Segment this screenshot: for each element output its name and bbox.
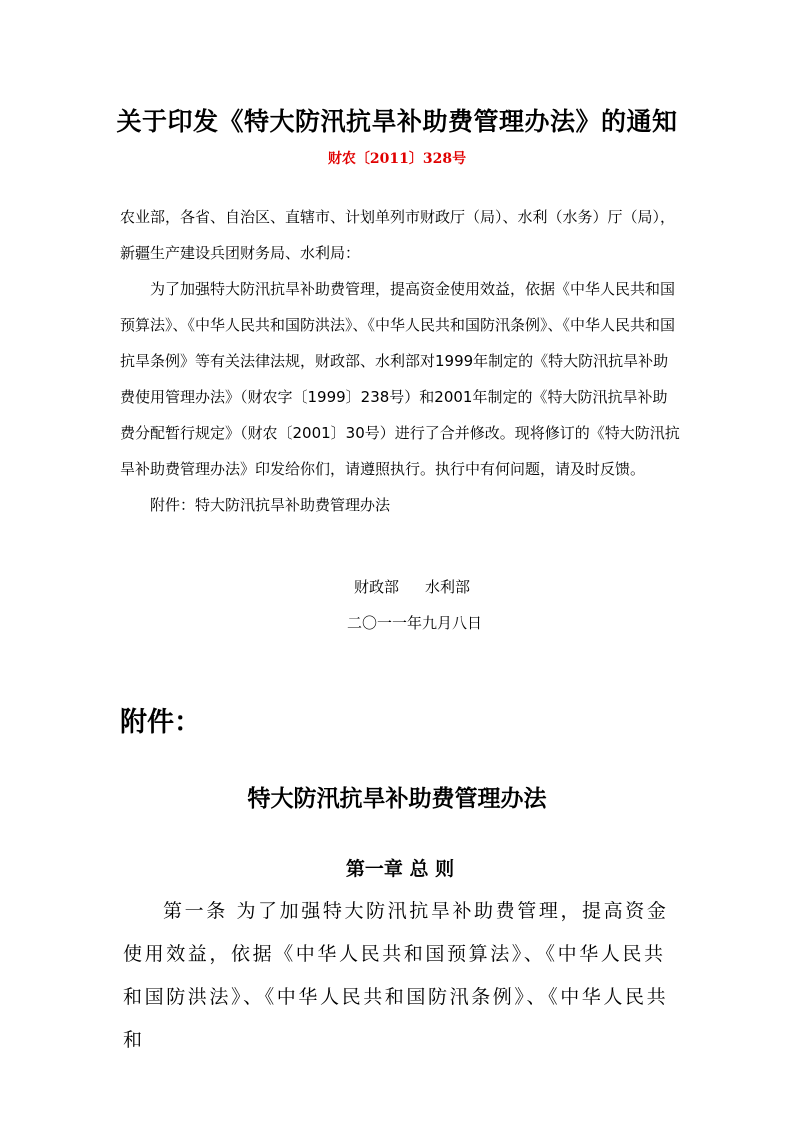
signatories xyxy=(0,576,794,597)
notice-body xyxy=(120,199,680,523)
signatory-finance: 财政部 xyxy=(353,578,399,596)
article-1: 第一条 为了加强特大防汛抗旱补助费管理，提高资金使用效益，依据《中华人民共和国预算法》、《中华人民共和国防洪法》、《中华人民共和国防汛条例》、《中华人民共和 xyxy=(123,900,669,1051)
attachment-note: 附件：特大防汛抗旱补助费管理办法 xyxy=(150,496,391,514)
chapter-title: 第一章 总 则 xyxy=(345,858,455,880)
addressees: 农业部，各省、自治区、直辖市、计划单列市财政厅（局）、水利（水务）厅（局），新疆生产建设兵团财务局、水利局： xyxy=(120,208,676,262)
attachment-title: 特大防汛抗旱补助费管理办法 xyxy=(247,785,547,812)
attachment-heading: 附件： xyxy=(120,707,201,738)
issue-date: 二〇一一年九月八日 xyxy=(346,614,482,632)
body-paragraph: 为了加强特大防汛抗旱补助费管理，提高资金使用效益，依据《中华人民共和国预算法》、《中华人民共和国防洪法》、《中华人民共和国防汛条例》、《中华人民共和国抗旱条例》等有关法律法规，财政部、水利部对1999年制定的《特大防汛抗旱补助费使用管理办法》（财农字〔1999〕238号）和2001年制定的《特大防汛抗旱补助费分配暂行规定》（财农〔2001〕30号）进行了合并修改。现将修订的《特大防汛抗旱补助费管理办法》印发给你们，请遵照执行。执行中有何问题，请及时反馈。 xyxy=(120,280,680,478)
document-number: 财农〔2011〕328号 xyxy=(327,151,467,167)
notice-title: 关于印发《特大防汛抗旱补助费管理办法》的通知 xyxy=(116,107,678,136)
signatory-water: 水利部 xyxy=(425,578,471,596)
article-section xyxy=(123,890,671,1062)
